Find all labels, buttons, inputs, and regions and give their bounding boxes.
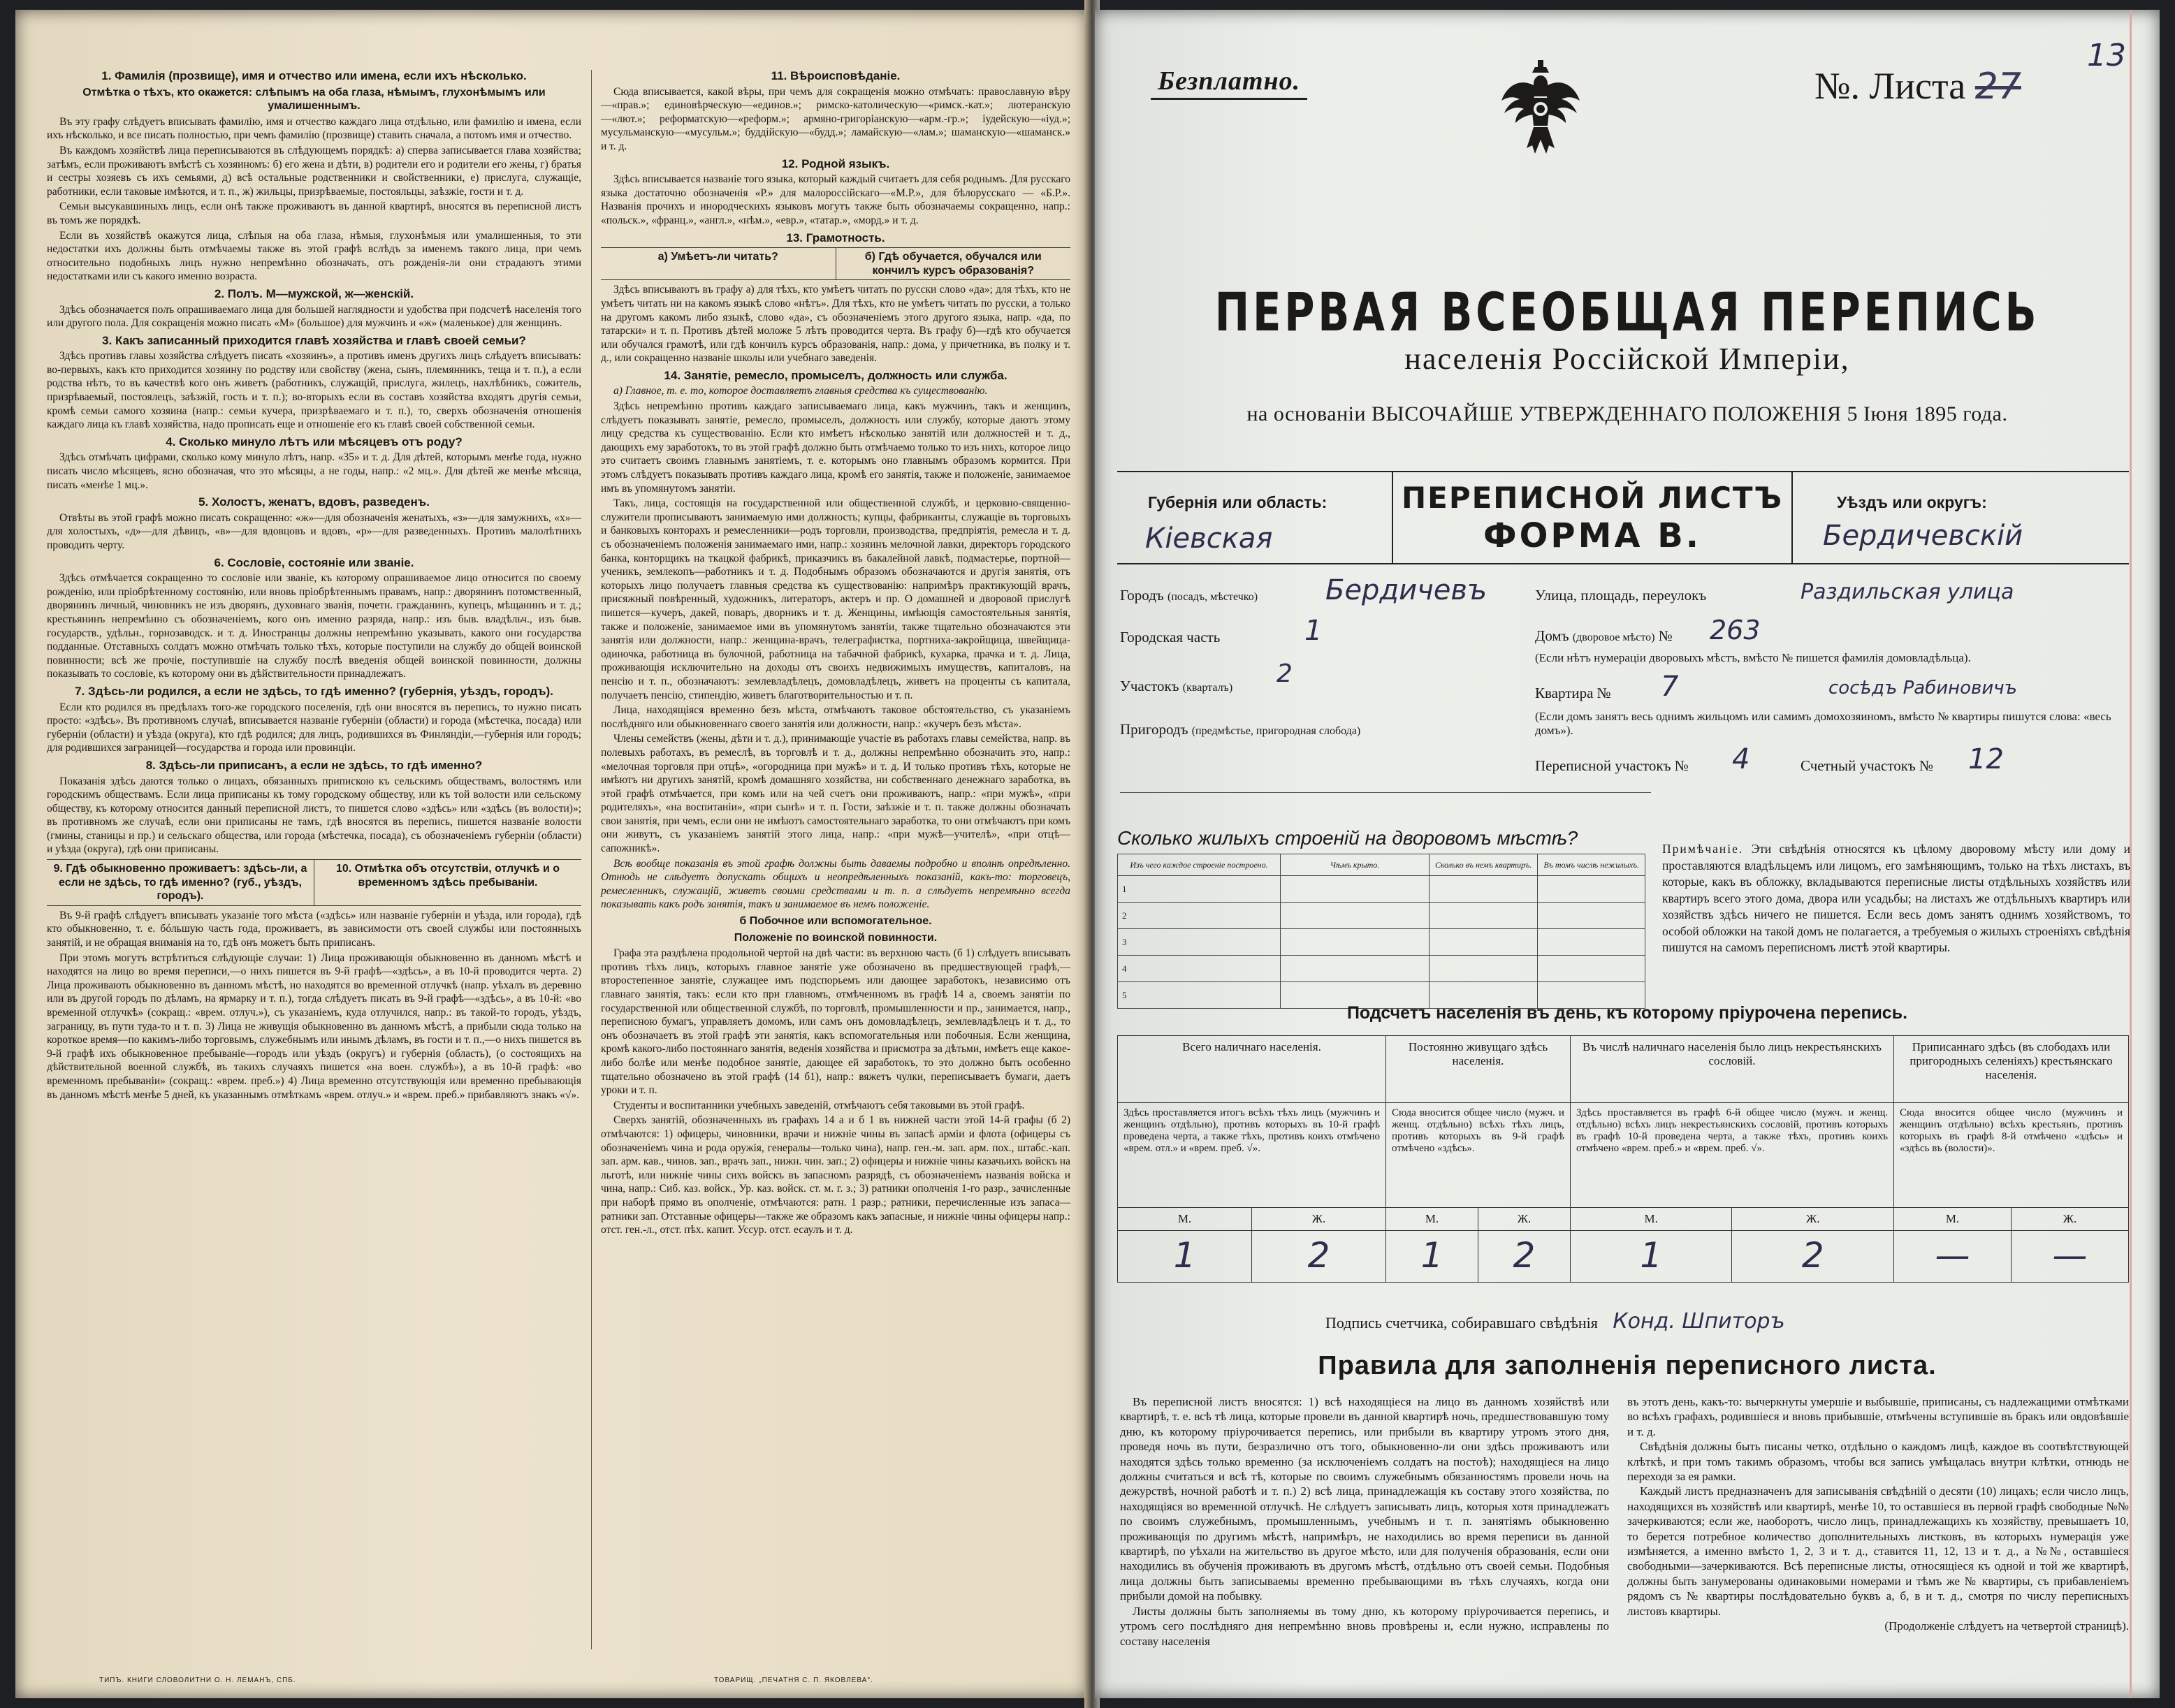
form-title-line2: ФОРМА В. (1483, 516, 1702, 555)
female-header: Ж. (1732, 1208, 1894, 1231)
paragraph: Такъ, лица, состоящія на государственной или общественной службѣ, и церковно-священно-служители прописываютъ занимаемую ими должность; купцы, фабриканты, служащіе въ торговыхъ и банковыхъ конторахъ и ремесленники—родъ торговли, производства, предпріятія, ремесла и т. д. съ обозначеніемъ положенія занимаемаго ими, напр.: хозяинъ мелочной лавки, директоръ городского банка, конторщикъ на ткацкой фабрикѣ, приказчикъ въ бакалейной лавкѣ, подмастерье, портной—ученикъ, землекопъ—работникъ и т. д. Подобнымъ образомъ обозначаются и другія занятія, отъ которыхъ лицо получаетъ главныя средства къ существованію: напримѣръ практикующій врачъ, присяжный повѣренный, художникъ, литераторъ, актеръ и пр. О домашней и дворовой прислугѣ пишется—кучеръ, дакей, поваръ, дворникъ и т. д. Женщины, имѣющія самостоятельныя занятія, также и положеніе, занимаемое ими въ упомянутомъ занятіи, также тщательно обозначаются эти занятія или должности, напр.: женщина-врачъ, телеграфистка, портниха-закройщица, швейщица-одиночка, работница въ булочной, работница на табачной фабрикѣ, кухарка, прачка и т. д. Лица, проживающія исключительно на доходы отъ своихъ недвижимыхъ имуществъ, капиталовъ, на пенсію и т. п., обозначаютъ: землевладѣлецъ, домовладѣлецъ, живетъ на проценты съ капитала, получаетъ пенсію, стипендію, живетъ благотворительностью и т. п. (601, 497, 1070, 701)
sheet-number (1814, 64, 2021, 108)
heading-10: 10. Отмѣтка объ отсутствіи, отлучкѣ и о временномъ здѣсь пребываніи. (314, 860, 581, 905)
paragraph: Члены семействъ (жены, дѣти и т. д.), принимающіе участіе въ работахъ главы семейства, напр. въ полевыхъ работахъ, въ ремеслѣ, въ торговлѣ и т. д., должны непремѣнно обозначить это, напр.: «мелочная торговля при отцѣ», «огородница при мужѣ» и т. д. И только противъ тѣхъ, которые не имѣютъ ни другихъ занятій, кромѣ домашняго хозяйства, ни собственнаго денежнаго заработка, въ этой графѣ отмѣчается, при комъ или на чей счетъ они проживаютъ, напр.: «при мужѣ», «при родителяхъ», «на воспитаніи», «при сынѣ» и т. п. Гости, заѣзжіе и т. п. также должны обозначать свои занятія, при чемъ, если они не имѣютъ самостоятельнаго заработка, то они отмѣчаютъ при комъ они живутъ, съ указаніемъ занятій этого лица, напр.: «при мужѣ—учителѣ», «при отцѣ—сапожникѣ». (601, 733, 1070, 855)
paragraph: Въ эту графу слѣдуетъ вписывать фамилію, имя и отчество каждаго лица отдѣльно, или фамилію и имена, если ихъ нѣсколько, и все писать полностью, при чемъ фамилію (прозвище) ставить сначала, а потомъ имя и отчество. (47, 115, 581, 142)
male-header: М. (1118, 1208, 1252, 1231)
heading-13-sub (601, 247, 1070, 280)
form-title-line1: ПЕРЕПИСНОЙ ЛИСТЪ (1401, 481, 1784, 515)
paragraph: Графа эта раздѣлена продольной чертой на двѣ части: въ верхнюю часть (б 1) слѣдуетъ вписывать противъ тѣхъ лицъ, которыхъ главное занятіе уже обозначено въ предшествующей графѣ,—второстепенное занятіе, служащее имъ подспорьемъ или дающее заработокъ, независимо отъ главнаго занятія, такъ: если кто при главномъ, отмѣченномъ въ графѣ 14 а, своемъ занятіи по государственной или общественной службѣ, по торговлѣ, промышленности и пр., занимается, напр., переписною бумагъ, управляетъ домомъ, или самъ онъ домовладѣлецъ, землевладѣлецъ и т. д., то онъ обозначаетъ въ этой графѣ эти занятія, какъ вспомогательныя или побочныя. Если женщина, кромѣ какого-либо постояннаго занятія, веденія хозяйства и присмотра за дѣтьми, имѣетъ еще какое-либо болѣе или менѣе подобное занятіе, дающее ей заработокъ, то это должно быть особенно тщательно обозначено въ этой графѣ (14 б1), напр.: вяжетъ чулки, переписываетъ бумаги, даетъ уроки и т. п. (601, 947, 1070, 1097)
city-note: (посадъ, мѣстечко) (1167, 591, 1258, 603)
column-divider (591, 70, 592, 1649)
heading-14c: Положеніе по воинской повинности. (734, 931, 938, 944)
paragraph: Если въ хозяйствѣ окажутся лица, слѣпыя на оба глаза, нѣмыя, глухонѣмыя или умалишенныя, то эти недостатки ихъ должны быть отмѣчаемы также въ этой графѣ вслѣдъ за именемъ такого лица, при чемъ относительно подобныхъ лицъ нужно непремѣнно обозначать, отъ рожденія-ли они страдаютъ этими недостатками или съ какого именно возраста. (47, 229, 581, 283)
pop-desc: Здѣсь проставляется итогъ всѣхъ тѣхъ лицъ (мужчинъ и женщинъ отдѣльно), противъ которыхъ въ 10-й графѣ проведена черта, а также тѣхъ, противъ коихъ отмѣчено «врем. отл.» и «врем. преб. √». (1118, 1103, 1386, 1208)
paragraph: Свѣдѣнія должны быть писаны четко, отдѣльно о каждомъ лицѣ, каждое въ соотвѣтствующей клѣткѣ, и при томъ такимъ образомъ, чтобы вся запись умѣщалась внутри клѣтки, отнюдь не переходя за ея рамки. (1627, 1440, 2129, 1484)
enumerator-signature-line (1325, 1309, 1785, 1334)
heading-8: 8. Здѣсь-ли приписанъ, а если не здѣсь, то гдѣ именно? (145, 758, 483, 772)
row-number: 4 (1118, 956, 1281, 982)
male-count: 1 (1570, 1231, 1732, 1283)
instructions-column-1 (47, 66, 581, 1103)
buildings-header: Сколько въ немъ квартиръ. (1430, 854, 1538, 876)
suburb-note: (предмѣстье, пригородная слобода) (1191, 725, 1361, 737)
paragraph: Въ 9-й графѣ слѣдуетъ вписывать указаніе того мѣста («здѣсь» или названіе губерніи и уѣзда, или города), гдѣ кто обыкновенно, т. е. бóльшую часть года, проживаетъ, въ зависимости отъ своей службы или постоянныхъ занятій, и не обращая вниманія на то, гдѣ онъ можетъ быть приписанъ. (47, 909, 581, 949)
paragraph: Семьи высукавшиныхъ лицъ, если онѣ также проживаютъ въ данной квартирѣ, вносятся въ переписной листъ въ томъ же порядкѣ. (47, 200, 581, 226)
census-area-value: 4 (1732, 743, 1750, 775)
heading-4: 4. Сколько минуло лѣтъ или мѣсяцевъ отъ роду? (166, 435, 463, 448)
city-value: Бердичевъ (1325, 574, 1487, 606)
heading-13: 13. Грамотность. (786, 231, 885, 244)
row-number: 5 (1118, 982, 1281, 1009)
paragraph: Здѣсь отмѣчать цифрами, сколько кому минуло лѣтъ, напр. «35» и т. д. Для дѣтей, которымъ менѣе года, нужно писать число мѣсяцевъ, ясно обозначая, что это мѣсяцы, а не годы, напр.: «2 мц.». Для дѣтей же менѣе мѣсяца, писать «менѣе 1 мц.». (47, 451, 581, 491)
section-value: 2 (1276, 659, 1293, 688)
male-header: М. (1570, 1208, 1732, 1231)
table-row (1118, 903, 1645, 929)
instructions-column-2 (601, 66, 1070, 1239)
paragraph: Листы должны быть заполняемы въ тому дню, къ которому пріурочивается перепись, и утромъ сего послѣдняго дня непремѣнно вновь провѣрены и, если нужно, исправлены по составу населенія (1120, 1604, 1609, 1648)
guberniya-label: Губернія или область: (1148, 493, 1327, 511)
guberniya-value: Кіевская (1145, 523, 1273, 555)
pop-head: Всего наличнаго населенія. (1118, 1036, 1386, 1103)
corner-archive-number: 13 (2087, 38, 2126, 73)
row-number: 1 (1118, 876, 1281, 903)
count-area-label: Счетный участокъ № (1801, 757, 1934, 774)
paragraph: въ этотъ день, какъ-то: вычеркнуты умершіе и выбывшіе, приписаны, съ надлежащими отмѣтками во всѣхъ графахъ, родившіеся и вновь прибывшіе, отмѣчены вступившіе въ бракъ или овдовѣвшіе и т. д. (1627, 1395, 2129, 1438)
female-count: — (2011, 1231, 2128, 1283)
paragraph: Въ каждомъ хозяйствѣ лица переписываются въ слѣдующемъ порядкѣ: а) сперва записывается глава хозяйства; затѣмъ, если проживаютъ вмѣстѣ съ хозяиномъ: б) его жена и дѣти, в) родители его и родители его жены, г) братья и сестры хозяевъ съ ихъ семьями, д) всѣ остальные родственники и свойственники, е) прислуга, служащіе, работники, если таковые имѣются, и т. п., ж) жильцы, призрѣваемые, постояльцы, заѣзжіе, гости и т. д. (47, 144, 581, 198)
heading-9: 9. Гдѣ обыкновенно проживаетъ: здѣсь-ли, а если не здѣсь, то гдѣ именно? (губ., уѣздъ, городъ). (53, 863, 307, 903)
count-area-value: 12 (1968, 743, 2004, 775)
heading-13b: б) Гдѣ обучается, обучался или кончилъ курсъ образованія? (836, 248, 1071, 279)
heading-11: 11. Вѣроисповѣданіе. (771, 69, 901, 82)
female-header: Ж. (2011, 1208, 2128, 1231)
note-text: Эти свѣдѣнія относятся къ цѣлому дворовому мѣсту или дому и проставляются владѣльцемъ или лицомъ, его замѣняющимъ, только на тѣхъ листахъ, въ которые, какъ въ обложку, вкладываются переписные листы отдѣльныхъ хозяйствъ или квартиръ всего этого дома, двора или усадьбы; на листахъ же отдѣльныхъ квартиръ или хозяйствъ здѣсь ничего не пишется. Если весь домъ занятъ однимъ хозяйствомъ, то особой обложки на такой домъ не полагается, а требуемыя о жилыхъ строеніяхъ свѣдѣнія пишутся на самомъ переписномъ листѣ этой квартиры. (1662, 842, 2131, 954)
paragraph: Если кто родился въ предѣлахъ того-же городского поселенія, гдѣ они вносятся въ перепись, то нужно писать просто: «здѣсь». Въ противномъ случаѣ, вписывается названіе губерніи (области) и города (мѣстечка, посада) или губерніи (области) и уѣзда (округа), кто гдѣ родился; для лицъ, родившихся въ Финляндіи,—губернія или городъ; для родившихся заграницей—государства и города или провинціи. (47, 701, 581, 754)
female-count: 2 (1732, 1231, 1894, 1283)
heading-2: 2. Полъ. М—мужской, ж—женскій. (214, 286, 414, 300)
continued-note: (Продолженіе слѣдуетъ на четвертой страницѣ). (1884, 1619, 2129, 1633)
buildings-note (1662, 841, 2130, 956)
form-title (1392, 472, 1793, 563)
apartment-label: Квартира № (1535, 685, 1611, 701)
paragraph: Показанія здѣсь даются только о лицахъ, обязанныхъ припискою къ сельскимъ обществамъ, волостямъ или городскимъ обществамъ. Если лица приписаны къ тому городскому обществу, или къ той волости или сельскому обществу, къ которому относится данный переписной листъ, то пишется слово «здѣсь» или «здѣсь (въ волости)»; въ противномъ же случаѣ, если они приписаны не тамъ, гдѣ вносятся въ перепись, пишется названіе волости (гмины, станицы и пр.) и сельскаго общества, или города (мѣстечка, посада), съ обозначеніемъ губерніи (области) и уѣзда (округа), гдѣ они приписаны. (47, 775, 581, 856)
population-count-table (1117, 1035, 2129, 1283)
suburb-label: Пригородъ (1120, 721, 1188, 738)
house-remark: (Если нѣтъ нумераціи дворовыхъ мѣстъ, вмѣсто № пишется фамилія домовладѣльца). (1535, 651, 1971, 664)
note-label: Примѣчаніе. (1662, 842, 1744, 856)
printer-credit-left: ТИПЪ. КНИГИ СЛОВОЛИТНИ О. Н. ЛЕМАНЪ, СПБ. (99, 1677, 296, 1684)
uezd-label: Уѣздъ или округъ: (1837, 493, 1987, 511)
street-value: Раздильская улица (1801, 580, 2014, 604)
rule (1120, 792, 1651, 793)
section-label: Участокъ (1120, 678, 1179, 694)
paragraph: Здѣсь непремѣнно противъ каждаго записываемаго лица, какъ мужчинъ, такъ и женщинъ, слѣдуетъ показывать занятіе, ремесло, промыселъ, должность или службу, которые даютъ этому лицу средства къ существованію. Если кто имѣетъ нѣсколько занятій или должностей и т. д., дающихъ ему заработокъ, то въ этой графѣ должно быть отмѣчаемо только то изъ нихъ, которое лицо это считаетъ своимъ главнымъ занятіемъ, т. е. которымъ оно главнымъ образомъ кормится. При этомъ слѣдуетъ показывать противъ каждаго лица, кромѣ его занятія, также и положеніе, занимаемое имъ въ упомянутомъ занятіи. (601, 400, 1070, 495)
house-note: (дворовое мѣсто) (1572, 632, 1655, 643)
section-field (1120, 678, 1232, 695)
apartment-remark: (Если домъ занятъ весь однимъ жильцомъ или самимъ домохозяиномъ, вмѣсто № квартиры пишутся слова: «весь домъ»). (1535, 710, 2111, 737)
pop-head: Приписаннаго здѣсь (въ слободахъ или пригородныхъ селеніяхъ) крестьянскаго населенія. (1894, 1036, 2129, 1103)
apartment-extra: сосѣдъ Рабиновичъ (1828, 678, 2017, 699)
house-value: 263 (1710, 615, 1761, 645)
rules-title: Правила для заполненія переписного листа. (1318, 1351, 1937, 1380)
table-row (1118, 956, 1645, 982)
paragraph: а) Главное, т. е. то, которое доставляетъ главныя средства къ существованію. (613, 385, 988, 397)
male-count: — (1894, 1231, 2012, 1283)
male-count: 1 (1386, 1231, 1478, 1283)
house-field: Домъ (дворовое мѣсто) № (1535, 627, 1673, 644)
form-header-box (1117, 471, 2129, 564)
city-part-value: 1 (1304, 615, 1323, 647)
paragraph: Отвѣты въ этой графѣ можно писать сокращенно: «ж»—для обозначенія женатыхъ, «з»—для замужнихъ, «х»—для холостыхъ, «д»—для дѣвицъ, «в»—для вдовцовъ и вдовъ, «р»—для разведенныхъ. Противъ малолѣтнихъ проводить черту. (47, 511, 581, 551)
census-area-label: Переписной участокъ № (1535, 757, 1689, 774)
house-label: Домъ (1535, 627, 1569, 644)
male-count: 1 (1118, 1231, 1252, 1283)
table-row (1118, 876, 1645, 903)
female-count: 2 (1252, 1231, 1386, 1283)
census-subtitle: населенія Россійской Имперіи, (1404, 342, 1850, 376)
city-part-label: Городская часть (1120, 629, 1221, 645)
buildings-question: Сколько жилыхъ строеній на дворовомъ мѣстѣ? (1117, 827, 1578, 849)
heading-13a: а) Умѣетъ-ли читать? (657, 251, 778, 263)
signature-value: Конд. Шпиторъ (1613, 1309, 1785, 1334)
section-note: (кварталъ) (1182, 682, 1233, 694)
city-field (1120, 587, 1258, 604)
paragraph: Здѣсь отмѣчается сокращенно то сословіе или званіе, къ которому опрашиваемое лицо относится по своему рожденію, или пріобрѣтенному состоянію, или вновь пріобрѣтеннымъ правамъ, напр.: дворянинъ потомственный, дворянинъ личный, чиновникъ не изъ дворянъ, духовнаго званія, почетн. гражданинъ, купецъ, мѣщанинъ и т. д.; крестьянинъ непремѣнно съ обозначеніемъ, кого онъ именно разряда, напр.: изъ быв. владѣльч., изъ быв. государств., удѣльн., горнозаводск. и т. д. Иностранцы должны непремѣнно указывать, какого они государства подданные. Отставныхъ солдатъ можно отмѣчать только тѣхъ, которые поступили на службу до общей воинской повинности; всѣ же прочіе, поступившіе на службу послѣ введенія общей воинской повинности, должны показывать то сословіе, къ которому они въ дѣйствительности принадлежатъ. (47, 572, 581, 680)
suburb-field (1120, 721, 1360, 738)
heading-9-10 (47, 859, 581, 906)
rules-column-1 (1120, 1394, 1609, 1649)
female-header: Ж. (1478, 1208, 1570, 1231)
paragraph: Студенты и воспитанники учебныхъ заведеній, отмѣчаютъ себя таковыми въ этой графѣ. (613, 1099, 1025, 1111)
heading-1: 1. Фамилія (прозвище), имя и отчество или имена, если ихъ нѣсколько. (101, 69, 527, 82)
street-label: Улица, площадь, переулокъ (1535, 587, 1707, 604)
male-header: М. (1386, 1208, 1478, 1231)
sheet-number-value: 27 (1974, 66, 2021, 108)
paragraph: Каждый листъ предназначенъ для записыванія свѣдѣній о десяти (10) лицахъ; если число лицъ, находящихся въ хозяйствѣ или квартирѣ, менѣе 10, то оставшіеся въ первой графѣ свободные №№ зачеркиваются; если же, наоборотъ, число лицъ, принадлежащихъ къ хозяйству, превышаетъ 10, то берется потребное количество дополнительныхъ листковъ, въ которыхъ нумерація уже измѣняется, а именно вмѣсто 1, 2, 3 и т. д., ставится 11, 12, 13 и т. д., а №№, оставшіеся свободными—зачеркиваются. Всѣ переписные листы, относящіеся къ одной и той же квартирѣ, должны быть занумерованы одинаковыми номерами и тѣмъ же № квартиры, съ прибавленіемъ рядомъ съ № квартиры послѣдовательно буквъ а, б, в и т. д., смотря по числу переписныхъ листовъ квартиры. (1627, 1484, 2129, 1618)
paragraph: Здѣсь обозначается полъ опрашиваемаго лица для большей наглядности и удобства при подсчетѣ населенія того или другого пола. Для сокращенія можно писать «М» (большое) для мужчинъ и «ж» (маленькое) для женщинъ. (47, 303, 581, 330)
pop-desc: Сюда вносится общее число (мужчинъ и женщинъ отдѣльно) всѣхъ крестьянъ, противъ которыхъ въ графѣ 8-й отмѣчено «здѣсь» и «здѣсь въ (волости)». (1894, 1103, 2129, 1208)
pop-head: Постоянно живущаго здѣсь населенія. (1386, 1036, 1571, 1103)
heading-6: 6. Сословіе, состояніе или званіе. (214, 555, 414, 569)
paragraph: Всѣ вообще показанія въ этой графѣ должны быть даваемы подробно и вполнѣ опредѣленно. Отнюдь не слѣдуетъ допускать общихъ и неопредѣленныхъ показаній, какъ-то: торговецъ, ремесленникъ, служащій, живетъ своими средствами и т. п. а слѣдуетъ непремѣнно всегда показывать какъ родъ занятія, такъ и занимаемое въ немъ положеніе. (601, 857, 1070, 911)
rules-column-2 (1627, 1394, 2129, 1634)
paragraph: Въ переписной листъ вносятся: 1) всѣ находящіеся на лицо въ данномъ хозяйствѣ или квартирѣ, т. е. всѣ тѣ лица, которые провели въ данной квартирѣ ночь, предшествовавшую тому дню, къ которому пріурочивается перепись, или прибыли въ квартиру утромъ этого дня, проведя ночь въ пути, безразлично отъ того, обыкновенно-ли они здѣсь проживаютъ или находятся здѣсь только временно (за исключеніемъ солдатъ на постоѣ); находящіеся на лицо должны считаться и всѣ тѣ, которые по своимъ служебнымъ обязанностямъ провели ночь на дежурствѣ, ночной работѣ и т. п.) 2) всѣ лица, принадлежащія къ составу этого хозяйства, по находящіяся во временной отлучкѣ. Не слѣдуетъ записывать лицъ, которыя хотя принадлежатъ по своимъ служебнымъ, промышленнымъ, учебнымъ и т. п. занятіямъ обыкновенно проживающія по другимъ мѣстѣ, напримѣръ, не находились во время переписи въ данной квартирѣ, по уѣхали на жительство въ другое мѣсто, или для полученія образованія, если они находились въ обученія проживають въ другомъ мѣстѣ, отдѣльно отъ своей семьи. Подобныя лица должны быть записываемы временно пребывающими въ тѣхъ случаяхъ, когда они прибыли домой на побывку. (1120, 1395, 1609, 1603)
row-number: 2 (1118, 903, 1281, 929)
heading-14b: б Побочное или вспомогательное. (739, 915, 932, 928)
heading-12: 12. Родной языкъ. (781, 156, 890, 170)
buildings-header: Въ томъ числѣ нежилыхъ. (1538, 854, 1645, 876)
row-number: 3 (1118, 929, 1281, 956)
male-header: М. (1894, 1208, 2012, 1231)
heading-14: 14. Занятіе, ремесло, промыселъ, должность или служба. (664, 368, 1008, 382)
paragraph: Лица, находящіяся временно безъ мѣста, отмѣчаютъ таковое обстоятельство, съ указаніемъ послѣдняго или обыкновеннаго своего занятія или должности, напр.: «кучеръ безъ мѣста». (601, 704, 1070, 730)
buildings-header: Изъ чего каждое строеніе построено. (1118, 854, 1281, 876)
uezd-value: Бердичевскій (1823, 520, 2023, 552)
pop-desc: Здѣсь проставляется въ графѣ 6-й общее число (мужч. и женщ. отдѣльно) всѣхъ лицъ некрестьянскихъ сословій, противъ которыхъ въ графѣ 10-й проведена черта, а также тѣхъ, противъ коихъ отмѣчено «врем. преб.» и «врем. преб. √». (1570, 1103, 1893, 1208)
table-row (1118, 929, 1645, 956)
paragraph: Сюда вписывается, какой вѣры, при чемъ для сокращенія можно отмѣчать: православную вѣру—«прав.»; единовѣрческую—«единов.»; римско-католическую—«римск.-кат.»; лютеранскую—«лют.»; реформатскую—«реформ.»; армяно-григоріанскую—«арм.-гр.»; іудейскую—«іуд.»; мусульманскую—«мусульм.»; буддійскую—«будд.»; ламайскую—«лам.»; шаманскую—«шаманск.» и т. д. (601, 85, 1070, 152)
paragraph: Здѣсь вписывается названіе того языка, который каждый считаетъ для себя роднымъ. Для русскаго языка достаточно обозначенія «Р.» для малороссійскаго—«М.Р.», для бѣлорусскаго — «Б.Р.». Названія прочихъ и инородческихъ языковъ могутъ также быть обозначаемы сокращенно, напр.: «польск.», «франц.», «англ.», «нѣм.», «евр.», «татар.», «морд.» и т. д. (601, 173, 1070, 226)
signature-label: Подпись счетчика, собиравшаго свѣдѣнія (1325, 1314, 1598, 1331)
paragraph: Здѣсь вписываютъ въ графу а) для тѣхъ, кто умѣетъ читать по русски слово «да»; для тѣхъ, кто не умѣетъ читать ни на какомъ языкѣ слово «нѣтъ». Для тѣхъ, кто не умѣетъ читать по русски, а только на другомъ какомъ либо языкѣ, слово «да», съ обозначеніемъ этого другого языка, напр. «да, по татарски» и т. п. Противъ дѣтей моложе 5 лѣтъ проводится черта. Въ графу б)—гдѣ кто обучается или обучался грамотѣ, или гдѣ кончилъ курсъ образованія, напр.: дома, у причетника, въ полку и т. д., или сокращенно названіе школы или учебнаго заведенія. (601, 284, 1070, 365)
printer-credit-right: ТОВАРИЩ. „ПЕЧАТНЯ С. П. ЯКОВЛЕВА". (714, 1677, 873, 1684)
heading-5: 5. Холостъ, женатъ, вдовъ, разведенъ. (198, 495, 430, 509)
pop-desc: Сюда вносится общее число (мужч. и женщ. отдѣльно) всѣхъ тѣхъ лицъ, противъ которыхъ въ 9-й графѣ отмѣчено «здѣсь». (1386, 1103, 1571, 1208)
free-label: Безплатно. (1151, 66, 1307, 100)
buildings-header: Чѣмъ крыто. (1281, 854, 1430, 876)
heading-1b: Отмѣтка о тѣхъ, кто окажется: слѣпымъ на оба глаза, нѣмымъ, глухонѣмымъ или умалишеннымъ. (82, 86, 546, 112)
census-legal-basis: на основаніи ВЫСОЧАЙШЕ УТВЕРЖДЕННАГО ПОЛОЖЕНІЯ 5 Іюня 1895 года. (1246, 402, 2008, 425)
population-count-title: Подсчетъ населенія въ день, къ которому пріурочена перепись. (1346, 1003, 1908, 1023)
census-title: ПЕРВАЯ ВСЕОБЩАЯ ПЕРЕПИСЬ (1214, 281, 2040, 343)
paragraph: Сверхъ занятій, обозначенныхъ въ графахъ 14 а и б 1 въ нижней части этой 14-й графы (б 2) отмѣчаются: 1) офицеры, чиновники, врачи и нижніе чины въ запасѣ арміи и флота (офицеры съ обозначеніемъ чина и рода оружія, генералы—только чина), напр. ген.-м. зап. арм. пох., штабс.-кап. зап. арм. кав., чинов. зап., врачъ зап., нижн. чин. зап.; 2) офицеры и нижніе чины казачьихъ войскъ на льготѣ, или нижніе чины сихъ войскъ въ запасномъ разрядѣ, съ обозначеніемъ названія войска и чина, напр.: Сиб. каз. войск., Ур. каз. войск. ст. м. г. з.; 3) ратники ополченія 1-го разр., зачисленные при наборѣ прямо въ ополченіе, отмѣчаются: ратн. 1 разр.; ратники, перечисленные изъ запаса—ратники зап. Отставные офицеры—также же образомъ какъ запасные, и нижніе чины офицеры напр.: отст. ген.-л., отст. пѣх. капит. Уссур. отст. есаулъ и т. д. (601, 1114, 1070, 1236)
pop-head: Въ числѣ наличнаго населенія было лицъ некрестьянскихъ сословій. (1570, 1036, 1893, 1103)
female-count: 2 (1478, 1231, 1570, 1283)
city-label: Городъ (1120, 587, 1164, 604)
paragraph: Здѣсь противъ главы хозяйства слѣдуетъ писать «хозяинъ», а противъ именъ другихъ лицъ слѣдуетъ вписывать: во-первыхъ, какъ кто приходится хозяину по родству или свойству (жена, сынъ, племянникъ, теща и т. п.), а если родства нѣтъ, то въ качествѣ кого онъ живетъ (работникъ, служащій, прислуга, жилецъ, нахлѣбникъ, сожитель, призрѣваемый, постоялецъ, заѣзжій, гость и т. п.); во-вторыхъ если въ составъ хозяйства входятъ другія семьи, кромѣ семьи самого хозяина (напр.: семьи кучера, призрѣваемаго и т. п.), то, сверхъ обозначенія отношенія каждаго лица къ главѣ хозяйства, надо прописать еще и отношеніе его къ главѣ своей собственной семьи. (47, 350, 581, 431)
buildings-table (1117, 854, 1645, 1009)
right-page (1095, 10, 2160, 1698)
sheet-label: №. Листа (1814, 65, 1966, 107)
female-header: Ж. (1252, 1208, 1386, 1231)
apartment-value: 7 (1661, 671, 1679, 703)
heading-3: 3. Какъ записанный приходится главѣ хозяйства и главѣ своей семьи? (102, 333, 526, 347)
imperial-eagle-emblem (1499, 57, 1583, 162)
heading-7: 7. Здѣсь-ли родился, а если не здѣсь, то гдѣ именно? (губернія, уѣздъ, городъ). (75, 684, 553, 698)
left-page (15, 10, 1088, 1698)
paragraph: При этомъ могутъ встрѣтиться слѣдующіе случаи: 1) Лица проживающія обыкновенно въ данномъ мѣстѣ и находятся на лицо во время переписи,—о нихъ пишется въ 9-й графѣ—«здѣсь», а въ 10-й проводится черта. 2) Лица проживають обыкновенно въ данномъ мѣстѣ, но находятся во временной отлучкѣ (напр. уѣхалъ въ деревню или въ другой городъ по дѣламъ, на ярмарку и т. п.), тогда слѣдуетъ писать въ 9-й графѣ—«здѣсь», а въ 10-й: «во временной отлучкѣ» (сокращ.: «врем. отлуч.»), съ указаніемъ, куда отлучился, напр.: въ такой-то городъ, уѣздъ, заграницу, въ пути туда-то и т. п. 3) Лица не живущія обыкновенно въ данномъ мѣстѣ, а прибыли сюда только на короткое время—по какимъ-либо торговымъ, служебнымъ или инымъ дѣламъ, въ гости и т. п.,—о нихъ пишется въ 9-й графѣ ихъ обыкновенное пребываніе—городъ или уѣздъ (округъ) и губернія (область), (о состоящихъ на дѣйствительной военной службѣ, въ такихъ случаяхъ пишется «на воен. службѣ»), а въ 10-й графѣ: «во временномъ пребываніи» (сокращ.: «врем. преб.») 4) Лица временно отсутствующія или временно пребывающія въ данномъ мѣстѣ менѣе 5 дней, къ указаннымъ отмѣткамъ «врем. отлуч.» и «врем. преб.» прибавляютъ знакъ «√». (47, 951, 581, 1101)
